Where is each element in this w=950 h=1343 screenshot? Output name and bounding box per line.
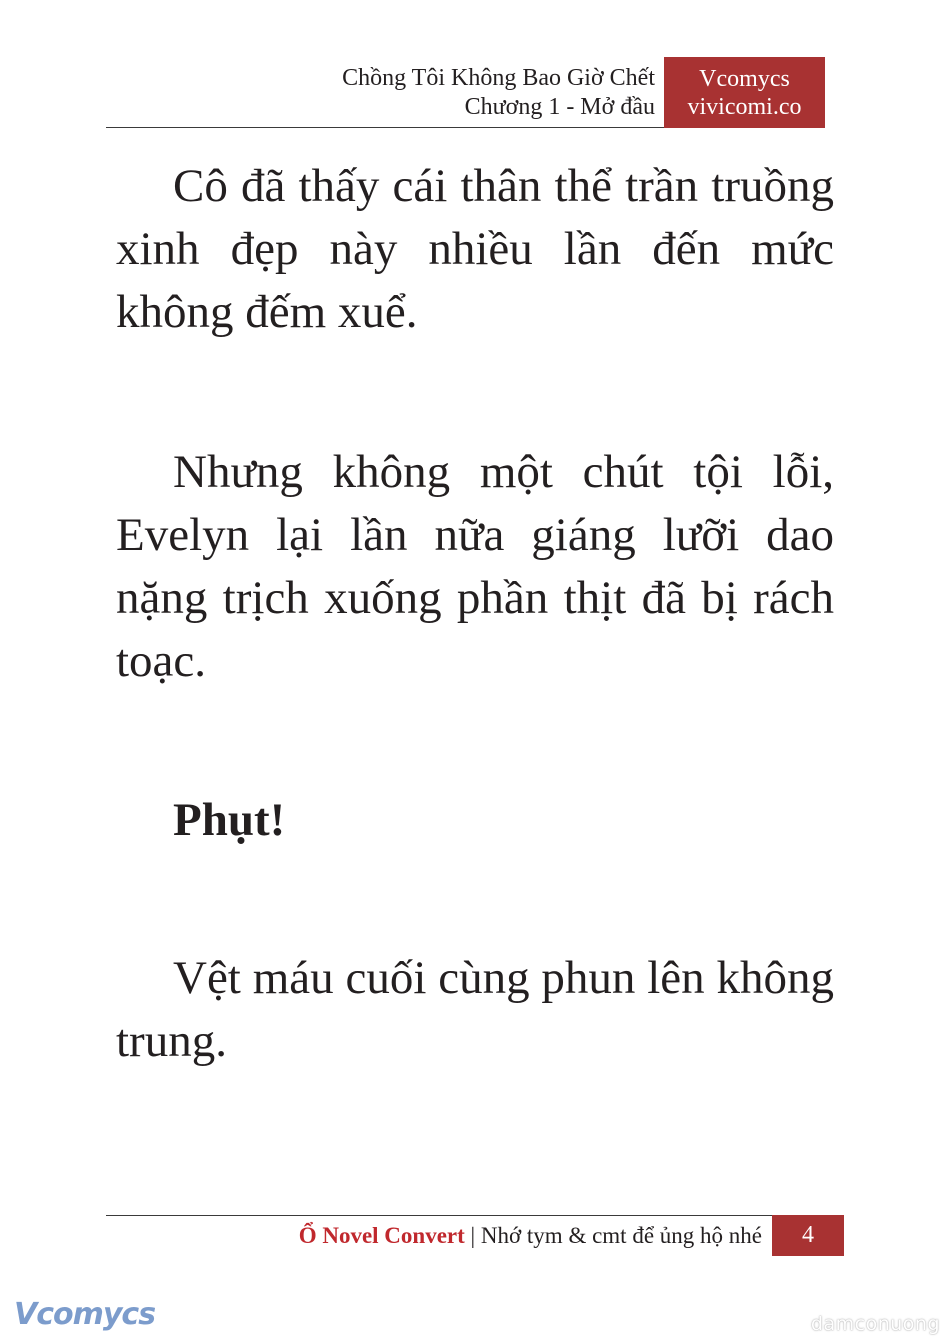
footer-divider [106, 1215, 774, 1216]
brand-site: vivicomi.co [687, 94, 802, 120]
header-divider [106, 127, 666, 128]
page-number: 4 [772, 1215, 844, 1256]
watermark: damconuong [810, 1313, 940, 1335]
brand-box [664, 57, 825, 128]
sound-effect-paragraph: Phụt! [173, 794, 286, 846]
footer-brand: Ổ Novel Convert [298, 1223, 465, 1248]
paragraph: Vệt máu cuối cùng phun lên không trung. [116, 952, 834, 1067]
chapter-title: Chương 1 - Mở đầu [464, 94, 655, 120]
paragraph: Nhưng không một chút tội lỗi, Evelyn lại lần nữa giáng lưỡi dao nặng trịch xuống phần thịt đã bị rách toạc. [116, 446, 834, 687]
brand-name: Vcomycs [699, 66, 790, 92]
footer-text [299, 1220, 762, 1252]
paragraph: Cô đã thấy cái thân thể trần truồng xinh đẹp này nhiều lần đến mức không đếm xuể. [116, 160, 834, 338]
book-title: Chồng Tôi Không Bao Giờ Chết [342, 65, 655, 91]
header-text [342, 64, 655, 122]
footer-message: Nhớ tym & cmt để ủng hộ nhé [480, 1223, 762, 1248]
footer-separator: | [464, 1223, 481, 1248]
vcomycs-logo: Vcomycs [14, 1297, 156, 1332]
page-header [0, 0, 950, 130]
